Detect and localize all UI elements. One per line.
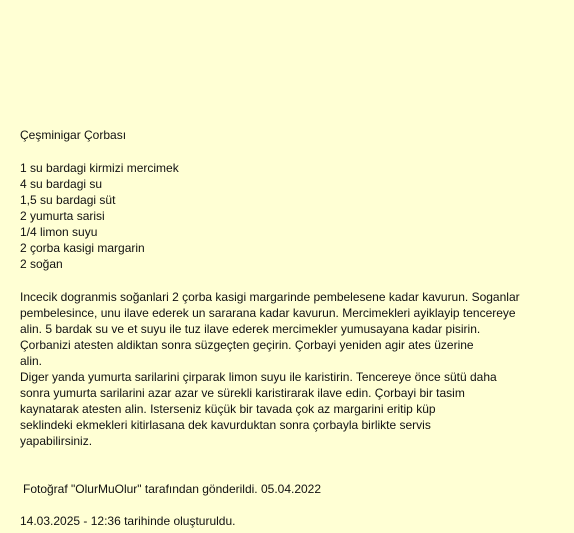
ingredient-item: 1 su bardagi kirmizi mercimek (20, 161, 179, 175)
recipe-title: Çeşminigar Çorbası (20, 128, 127, 142)
instruction-line: alin. 5 bardak su ve et suyu ile tuz ilave ederek mercimekler yumusayana kadar pisirin. (20, 322, 481, 336)
instructions-paragraph-2 (20, 369, 566, 449)
instruction-line: seklindeki ekmekleri kitirlasana dek kavurduktan sonra çorbayla birlikte servis (20, 418, 431, 432)
ingredient-item: 1/4 limon suyu (20, 225, 98, 239)
instruction-line: Incecik dogranmis soğanlari 2 çorba kasigi margarinde pembelesene kadar kavurun. Soganlar (20, 290, 520, 304)
instruction-line: Diger yanda yumurta sarilarini çirparak limon suyu ile karistirin. Tencereye önce sütü daha (20, 370, 497, 384)
ingredient-item: 2 soğan (20, 257, 63, 271)
recipe-content (20, 127, 566, 449)
instruction-line: sonra yumurta sarilarini azar azar ve sürekli karistirarak ilave edin. Çorbayi bir tasim (20, 386, 465, 400)
instruction-line: kaynatarak atesten alin. Isterseniz küçük bir tavada çok az margarini eritip küp (20, 402, 436, 416)
instruction-line: alin. (20, 354, 43, 368)
photo-credit: Fotoğraf "OlurMuOlur" tarafından gönderildi. 05.04.2022 (23, 482, 322, 496)
ingredient-item: 4 su bardagi su (20, 177, 103, 191)
ingredient-item: 1,5 su bardagi süt (20, 193, 116, 207)
instruction-line: pembelesince, unu ilave ederek un sararana kadar kavurun. Mercimekleri ayiklayip tencereye (20, 306, 516, 320)
ingredient-item: 2 çorba kasigi margarin (20, 241, 145, 255)
created-timestamp: 14.03.2025 - 12:36 tarihinde oluşturuldu. (20, 514, 236, 528)
ingredient-item: 2 yumurta sarisi (20, 209, 105, 223)
instruction-line: Çorbanizi atesten aldiktan sonra süzgeçten geçirin. Çorbayi yeniden agir ates üzerine (20, 338, 474, 352)
instruction-line: yapabilirsiniz. (20, 434, 93, 448)
instructions-paragraph-1 (20, 289, 566, 369)
ingredient-list (20, 160, 566, 272)
